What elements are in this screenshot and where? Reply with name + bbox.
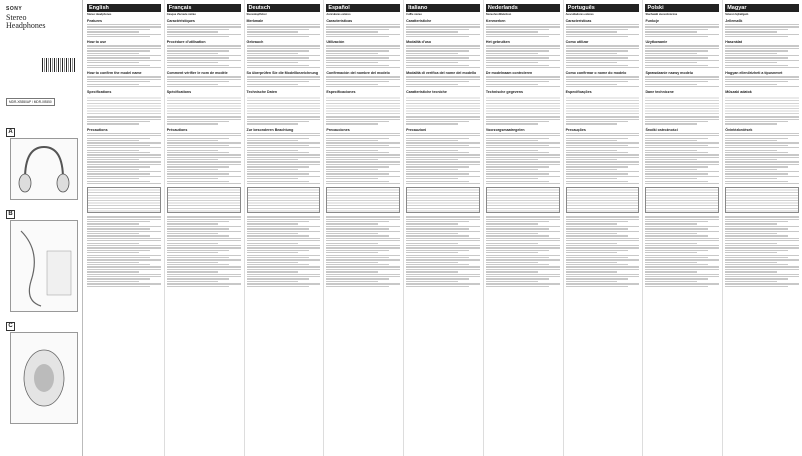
language-heading: Italiano <box>406 4 480 12</box>
spec-table <box>645 96 719 114</box>
language-column <box>403 0 484 456</box>
language-heading: Nederlands <box>486 4 560 12</box>
section-heading: Dane techniczne <box>645 90 674 95</box>
body-text <box>167 76 241 87</box>
body-text <box>87 116 161 124</box>
section-heading: Gebrauch <box>246 40 264 45</box>
cover-panel <box>0 0 83 456</box>
body-text <box>406 133 480 185</box>
body-text <box>725 45 799 68</box>
figure-b-label: B <box>6 210 15 219</box>
section-heading: Technische Daten <box>246 90 278 95</box>
body-text <box>406 76 480 87</box>
body-text <box>87 76 161 87</box>
section-heading: Kenmerken <box>485 19 506 23</box>
product-subtitle: Stereohoofdtelefoon <box>485 13 512 16</box>
body-text <box>725 24 799 37</box>
section-heading: Como confirmar o nome do modelo <box>565 71 627 76</box>
spec-table <box>87 96 161 114</box>
section-heading: Jellemzők <box>725 19 743 23</box>
body-text <box>247 24 321 37</box>
body-text <box>247 133 321 185</box>
body-text <box>167 24 241 37</box>
body-text <box>566 76 640 87</box>
section-heading: Caratteristiche tecniche <box>406 90 447 95</box>
section-heading: How to confirm the model name <box>87 71 142 76</box>
body-text <box>566 45 640 68</box>
section-heading: Merkmale <box>246 19 264 23</box>
body-text <box>486 116 560 124</box>
section-heading: Funkcje <box>645 19 660 23</box>
body-text <box>645 116 719 124</box>
cable-illustration-icon <box>11 221 77 311</box>
spec-table <box>247 96 321 114</box>
product-subtitle: Cuffie stereo <box>406 13 422 16</box>
product-subtitle: Stereokopfhörer <box>246 13 267 16</box>
section-heading: Características <box>326 19 353 23</box>
language-heading: Magyar <box>725 4 799 12</box>
body-text <box>247 45 321 68</box>
disposal-notice <box>406 187 480 213</box>
brand-logo: SONY <box>6 6 23 12</box>
body-text <box>87 133 161 185</box>
body-text <box>645 45 719 68</box>
body-text <box>87 216 161 287</box>
body-text <box>87 45 161 68</box>
section-heading: Specifications <box>87 90 112 95</box>
section-heading: Voorzorgsmaatregelen <box>485 127 525 132</box>
body-text <box>486 24 560 37</box>
section-heading: Użytkowanie <box>645 40 668 45</box>
headphones-illustration-icon <box>11 139 77 199</box>
language-column <box>323 0 404 456</box>
section-heading: Het gebruiken <box>485 40 510 45</box>
body-text <box>406 116 480 124</box>
section-heading: Műszaki adatok <box>725 90 752 95</box>
product-subtitle: Słuchawki stereofoniczne <box>645 13 678 16</box>
language-heading: Español <box>326 4 400 12</box>
body-text <box>167 216 241 287</box>
section-heading: Środki ostrożności <box>645 127 678 132</box>
title-line-1: Stereo <box>6 13 27 22</box>
body-text <box>486 133 560 185</box>
body-text <box>247 116 321 124</box>
section-heading: Especificações <box>565 90 592 95</box>
section-heading: Como utilizar <box>565 40 589 45</box>
section-heading: Précautions <box>166 127 188 132</box>
language-column <box>244 0 325 456</box>
disposal-notice <box>566 187 640 213</box>
body-text <box>326 216 400 287</box>
body-text <box>247 76 321 87</box>
language-heading: Français <box>167 4 241 12</box>
section-heading: Zur besonderen Beachtung <box>246 127 294 132</box>
section-heading: Spécifications <box>166 90 192 95</box>
body-text <box>167 116 241 124</box>
section-heading: Precauções <box>565 127 586 132</box>
section-heading: Modalità di verifica del nome del modello <box>406 71 477 76</box>
product-subtitle: Stereo Headphones <box>87 13 112 16</box>
language-column <box>483 0 564 456</box>
body-text <box>645 216 719 287</box>
spec-table <box>406 96 480 114</box>
body-text <box>326 133 400 185</box>
body-text <box>645 76 719 87</box>
product-subtitle: Sztereó fejhallgató <box>725 13 749 16</box>
body-text <box>725 116 799 124</box>
spec-table <box>167 96 241 114</box>
section-heading: Sprawdzanie nazwy modelu <box>645 71 693 76</box>
title-line-2: Headphones <box>6 21 46 30</box>
spec-table <box>725 96 799 114</box>
section-heading: Features <box>87 19 102 23</box>
product-subtitle: Auscultadores estéreo <box>565 13 594 16</box>
body-text <box>486 216 560 287</box>
language-heading: Polski <box>645 4 719 12</box>
disposal-notice <box>87 187 161 213</box>
disposal-notice <box>645 187 719 213</box>
body-text <box>725 216 799 287</box>
body-text <box>247 216 321 287</box>
body-text <box>167 133 241 185</box>
section-heading: De modelnaam controleren <box>485 71 533 76</box>
section-heading: Hogyan ellenőrizheti a típusnevet <box>725 71 783 76</box>
model-names: MDR-XB550AP / MDR-XB550 <box>6 98 55 106</box>
language-column <box>84 0 165 456</box>
section-heading: Utilización <box>326 40 345 45</box>
figure-c-diagram <box>10 332 78 424</box>
product-subtitle: Auriculares estéreo <box>326 13 351 16</box>
body-text <box>87 24 161 37</box>
figure-a-label: A <box>6 128 15 137</box>
body-text <box>326 45 400 68</box>
body-text <box>326 76 400 87</box>
disposal-notice <box>247 187 321 213</box>
language-column <box>642 0 723 456</box>
body-text <box>725 133 799 185</box>
body-text <box>326 116 400 124</box>
body-text <box>406 24 480 37</box>
section-heading: Procédure d'utilisation <box>166 40 206 45</box>
body-text <box>167 45 241 68</box>
product-title <box>6 14 46 30</box>
figure-a-headphones <box>10 138 78 200</box>
figure-c-label: C <box>6 322 15 331</box>
barcode <box>42 58 76 72</box>
body-text <box>486 76 560 87</box>
section-heading: Precauzioni <box>406 127 427 132</box>
disposal-notice <box>725 187 799 213</box>
body-text <box>725 76 799 87</box>
body-text <box>406 216 480 287</box>
section-heading: Características <box>565 19 592 23</box>
language-column <box>164 0 245 456</box>
body-text <box>566 133 640 185</box>
language-heading: Português <box>566 4 640 12</box>
section-heading: Precautions <box>87 127 108 132</box>
body-text <box>566 216 640 287</box>
body-text <box>645 24 719 37</box>
section-heading: Precauciones <box>326 127 350 132</box>
section-heading: So überprüfen Sie die Modellbezeichnung <box>246 71 319 76</box>
section-heading: Modalità d'uso <box>406 40 432 45</box>
language-column <box>563 0 644 456</box>
body-text <box>566 24 640 37</box>
language-heading: Deutsch <box>247 4 321 12</box>
body-text <box>326 24 400 37</box>
body-text <box>406 45 480 68</box>
section-heading: Használat <box>725 40 742 45</box>
body-text <box>566 116 640 124</box>
language-column <box>722 0 802 456</box>
figure-b-diagram <box>10 220 78 312</box>
earcup-illustration-icon <box>11 333 77 423</box>
product-subtitle: Casque d'écoute stéréo <box>166 13 196 16</box>
spec-table <box>566 96 640 114</box>
body-text <box>645 133 719 185</box>
section-heading: Óvintézkedések <box>725 127 753 132</box>
section-heading: Confirmación del nombre del modelo <box>326 71 390 76</box>
section-heading: Caractéristiques <box>166 19 195 23</box>
language-heading: English <box>87 4 161 12</box>
section-heading: Technische gegevens <box>485 90 523 95</box>
section-heading: How to use <box>87 40 107 45</box>
disposal-notice <box>486 187 560 213</box>
section-heading: Especificaciones <box>326 90 356 95</box>
spec-table <box>486 96 560 114</box>
section-heading: Comment vérifier le nom de modèle <box>166 71 228 76</box>
body-text <box>486 45 560 68</box>
spec-table <box>326 96 400 114</box>
section-heading: Caratteristiche <box>406 19 432 23</box>
disposal-notice <box>326 187 400 213</box>
disposal-notice <box>167 187 241 213</box>
